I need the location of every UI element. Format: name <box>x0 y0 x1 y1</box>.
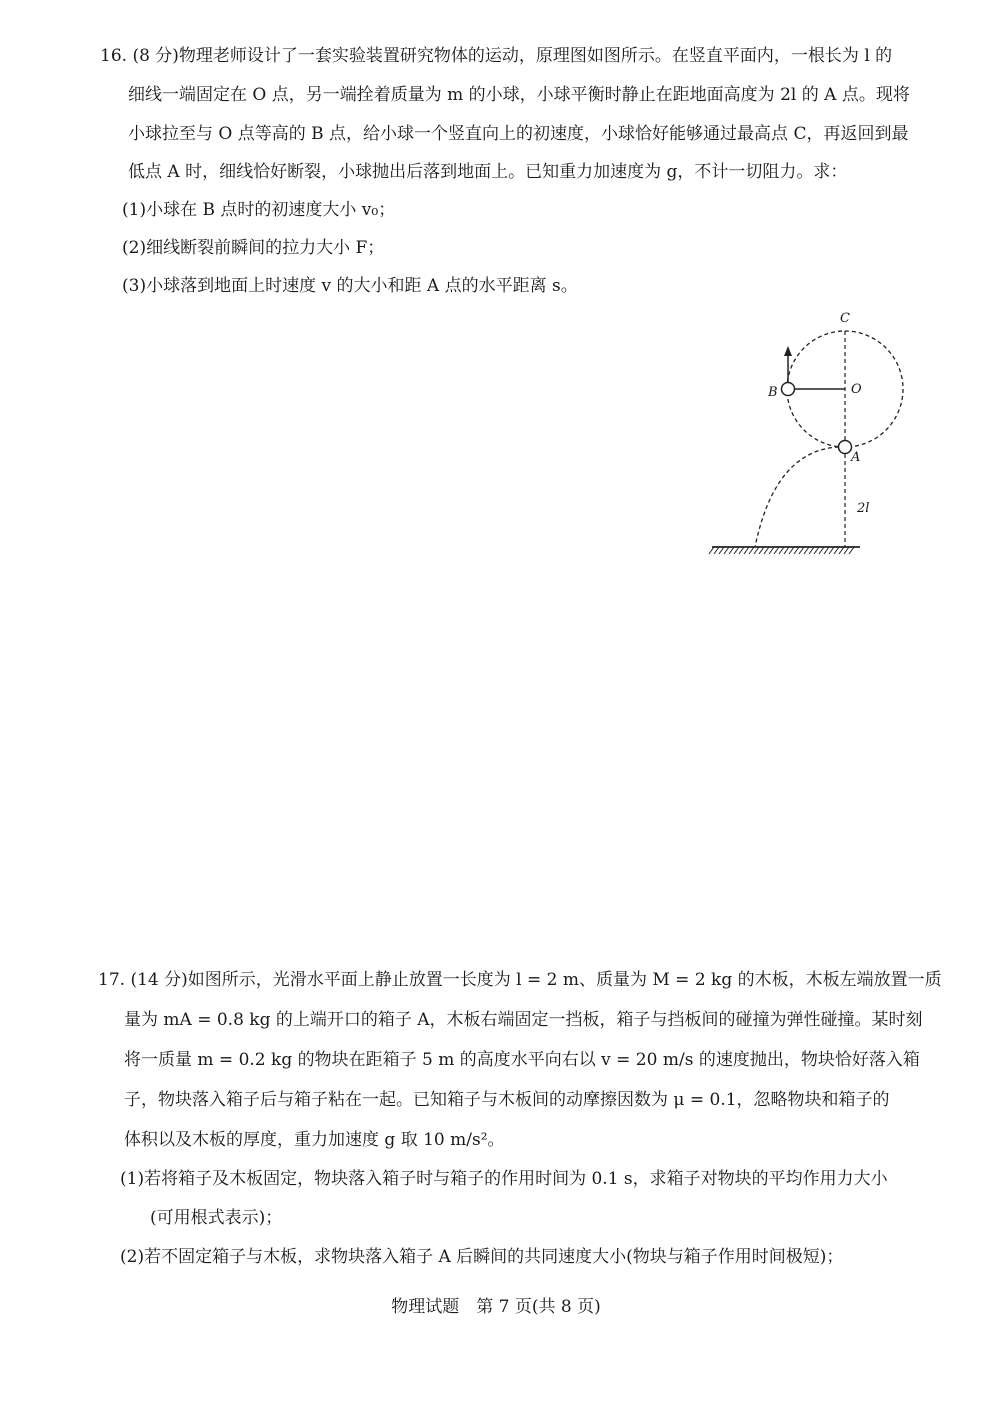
hatch-mark <box>709 547 714 554</box>
q17-line-1: 17. (14 分)如图所示，光滑水平面上静止放置一长度为 l = 2 m、质量为 M = 2 kg 的木板，木板左端放置一质 <box>98 970 942 990</box>
hatch-mark <box>714 547 719 554</box>
q17-subquestion-2: (2)若不固定箱子与木板，求物块落入箱子 A 后瞬间的共同速度大小(物块与箱子作用时间极短)； <box>120 1247 844 1267</box>
q16-line-4: 低点 A 时，细线恰好断裂，小球抛出后落到地面上。已知重力加速度为 g，不计一切阻力。求： <box>128 162 848 182</box>
pendulum-figure <box>700 300 920 570</box>
hatch-mark <box>719 547 724 554</box>
q16-line-1: 16. (8 分)物理老师设计了一套实验装置研究物体的运动，原理图如图所示。在竖直平面内，一根长为 l 的 <box>100 46 893 66</box>
hatch-mark <box>824 547 829 554</box>
hatch-mark <box>759 547 764 554</box>
ball-at-a <box>839 441 852 454</box>
hatch-mark <box>844 547 849 554</box>
hatch-mark <box>849 547 854 554</box>
q16-subquestion-3: (3)小球落到地面上时速度 v 的大小和距 A 点的水平距离 s。 <box>122 276 578 296</box>
label-o: O <box>851 382 862 397</box>
hatch-mark <box>744 547 749 554</box>
q17-subquestion-1: (1)若将箱子及木板固定，物块落入箱子时与箱子的作用时间为 0.1 s，求箱子对物块的平均作用力大小 <box>120 1169 888 1189</box>
hatch-mark <box>754 547 759 554</box>
q16-subquestion-2: (2)细线断裂前瞬间的拉力大小 F； <box>122 238 385 258</box>
q17-line-2: 量为 mA = 0.8 kg 的上端开口的箱子 A，木板右端固定一挡板，箱子与挡板间的碰撞为弹性碰撞。某时刻 <box>124 1010 923 1030</box>
ground-hatching <box>709 547 854 554</box>
label-height: 2l <box>857 501 870 516</box>
q17-line-3: 将一质量 m = 0.2 kg 的物块在距箱子 5 m 的高度水平向右以 v = 20 m/s 的速度抛出，物块恰好落入箱 <box>124 1050 920 1070</box>
q17-line-4: 子，物块落入箱子后与箱子粘在一起。已知箱子与木板间的动摩擦因数为 μ = 0.1，忽略物块和箱子的 <box>124 1090 890 1110</box>
hatch-mark <box>779 547 784 554</box>
hatch-mark <box>809 547 814 554</box>
hatch-mark <box>734 547 739 554</box>
hatch-mark <box>814 547 819 554</box>
hatch-mark <box>724 547 729 554</box>
hatch-mark <box>829 547 834 554</box>
hatch-mark <box>774 547 779 554</box>
hatch-mark <box>739 547 744 554</box>
ball-at-b <box>782 383 795 396</box>
hatch-mark <box>749 547 754 554</box>
label-c: C <box>840 311 850 326</box>
q17-subquestion-1-cont: (可用根式表示)； <box>150 1208 283 1228</box>
hatch-mark <box>834 547 839 554</box>
q17-line-5: 体积以及木板的厚度，重力加速度 g 取 10 m/s²。 <box>124 1130 505 1150</box>
label-a: A <box>851 450 861 465</box>
hatch-mark <box>764 547 769 554</box>
hatch-mark <box>729 547 734 554</box>
hatch-mark <box>819 547 824 554</box>
hatch-mark <box>789 547 794 554</box>
label-b: B <box>768 385 778 400</box>
hatch-mark <box>799 547 804 554</box>
page-footer: 物理试题 第 7 页(共 8 页) <box>391 1297 601 1317</box>
q16-line-3: 小球拉至与 O 点等高的 B 点，给小球一个竖直向上的初速度，小球恰好能够通过最高点 C，再返回到最 <box>128 124 909 144</box>
trajectory-curve <box>755 447 839 547</box>
hatch-mark <box>839 547 844 554</box>
q16-subquestion-1: (1)小球在 B 点时的初速度大小 v₀； <box>122 200 396 220</box>
hatch-mark <box>769 547 774 554</box>
hatch-mark <box>784 547 789 554</box>
q16-line-2: 细线一端固定在 O 点，另一端拴着质量为 m 的小球，小球平衡时静止在距地面高度为 2l 的 A 点。现将 <box>128 85 910 105</box>
hatch-mark <box>794 547 799 554</box>
arrow-head <box>784 346 792 356</box>
hatch-mark <box>804 547 809 554</box>
